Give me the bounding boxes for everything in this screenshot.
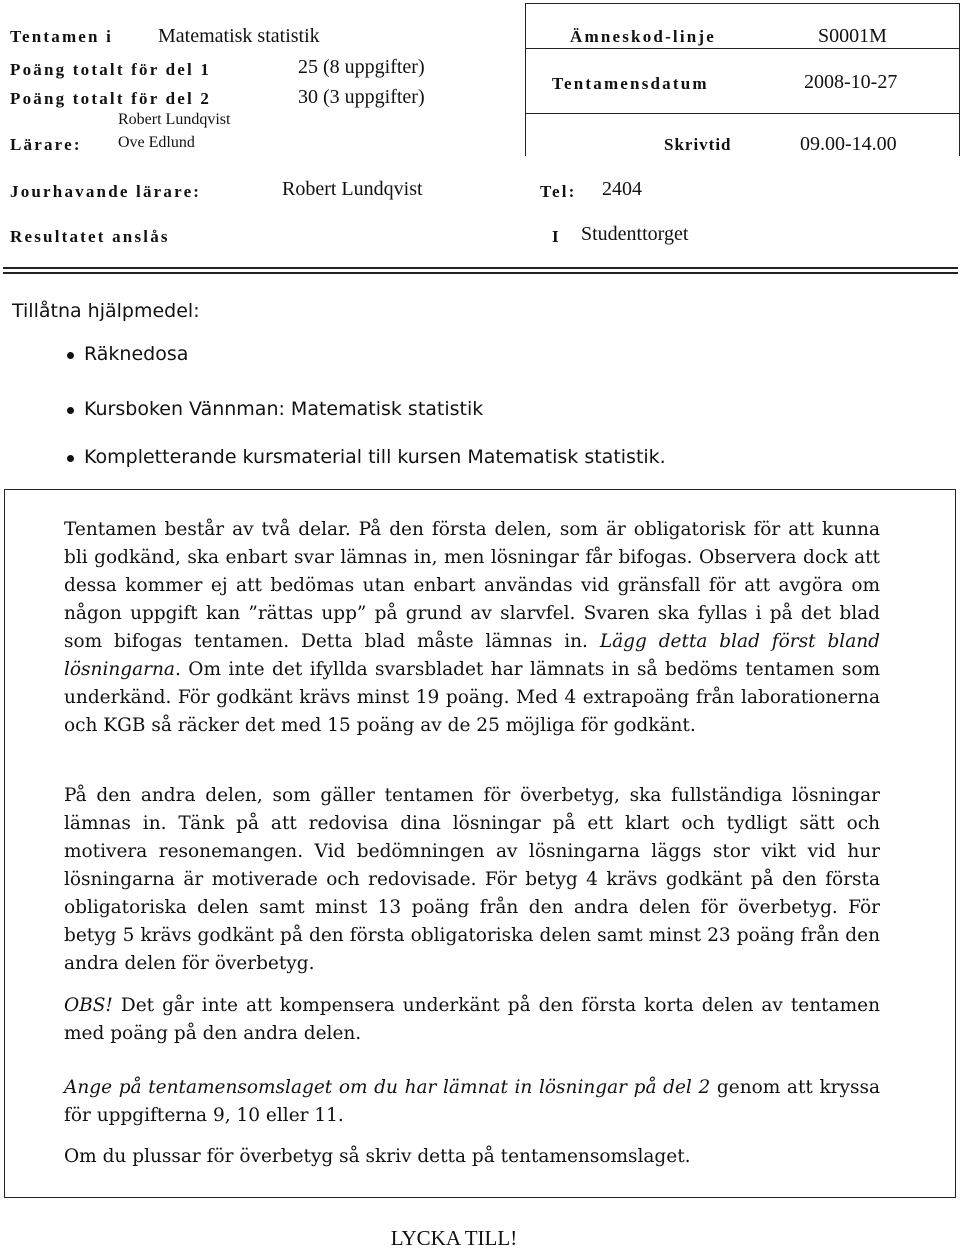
- instructions-paragraph-5: Om du plussar för överbetyg så skriv detta på tentamensomslaget.: [64, 1146, 691, 1167]
- closing-text: LYCKA TILL!: [390, 1226, 518, 1250]
- exam-date-value: 2008-10-27: [804, 71, 898, 93]
- exam-label: Tentamen i: [10, 27, 114, 46]
- teachers-label: Lärare:: [10, 135, 82, 154]
- bullet-icon: [67, 455, 74, 462]
- aids-item: Kompletterande kursmaterial till kursen Matematisk statistik.: [84, 446, 666, 468]
- bullet-icon: [67, 352, 74, 359]
- points-part1-value: 25 (8 uppgifter): [298, 56, 425, 78]
- instructions-paragraph-1: [64, 516, 880, 740]
- on-duty-value: Robert Lundqvist: [282, 178, 423, 200]
- results-prefix: I: [552, 227, 561, 246]
- results-value: Studenttorget: [581, 223, 689, 245]
- aids-heading: [12, 300, 200, 322]
- header-rule-top: [3, 267, 958, 269]
- header-divider-2: [525, 113, 960, 114]
- instructions-paragraph-2: På den andra delen, som gäller tentamen för överbetyg, ska fullständiga lösningar lämnas in. Tänk på att redovisa dina lösningar på ett klart och tydligt sätt och motivera resonemangen. Vid bedömningen av lösningarna läggs stor vikt vid hur lösningarna är motiverade och redovisade. För betyg 4 krävs godkänt på den första obligatoriska delen samt minst 13 poäng från den andra delen för överbetyg. För betyg 5 krävs godkänt på den första obligatoriska delen samt minst 23 poäng från den andra delen för överbetyg.: [64, 785, 880, 974]
- p4-text: genom att kryssa för uppgifterna 9, 10 eller 11.: [64, 1077, 880, 1126]
- instructions-paragraph-4: [64, 1074, 880, 1130]
- points-part2-value: 30 (3 uppgifter): [298, 86, 425, 108]
- p1-text-a: Tentamen består av två delar. På den första delen, som är obligatorisk för att kunna bli godkänd, ska enbart svar lämnas in, men lösningar får bifogas. Observera dock att dessa kommer ej att bedömas utan enbart användas vid gränsfall för att avgöra om någon uppgift kan ”rättas upp” på grund av slarvfel. Svaren ska fyllas i på det blad som bifogas tentamen. Detta blad måste lämnas in.: [64, 519, 880, 652]
- exam-date-label: Tentamensdatum: [552, 74, 709, 93]
- points-part1-label: Poäng totalt för del 1: [10, 60, 212, 79]
- p4-emphasis: Ange på tentamensomslaget om du har lämnat in lösningar på del 2: [64, 1077, 711, 1098]
- p3-text: Det går inte att kompensera underkänt på den första korta delen av tentamen med poäng på den andra delen.: [64, 995, 880, 1044]
- phone-value: 2404: [602, 178, 642, 200]
- p1-text-b: . Om inte det ifyllda svarsbladet har lämnats in så bedöms tentamen som underkänd. För godkänt krävs minst 19 poäng. Med 4 extrapoäng från laborationerna och KGB så räcker det med 15 poäng av de 25 möjliga för godkänt.: [64, 659, 880, 736]
- on-duty-label: Jourhavande lärare:: [10, 182, 202, 201]
- points-part2-label: Poäng totalt för del 2: [10, 89, 212, 108]
- header-rule-bottom: [3, 272, 958, 274]
- aids-item: Räknedosa: [84, 343, 189, 365]
- bullet-icon: [67, 407, 74, 414]
- teacher-2: Ove Edlund: [118, 134, 195, 151]
- phone-label: Tel:: [540, 182, 577, 201]
- header-divider-1: [525, 48, 960, 49]
- instructions-paragraph-3: [64, 992, 880, 1048]
- p3-emphasis: OBS!: [64, 995, 113, 1016]
- teacher-1: Robert Lundqvist: [118, 111, 231, 128]
- course-code-label: Ämneskod-linje: [570, 27, 717, 46]
- writing-time-label: Skrivtid: [664, 135, 732, 154]
- course-code-value: S0001M: [818, 25, 887, 47]
- aids-item: Kursboken Vännman: Matematisk statistik: [84, 398, 484, 420]
- writing-time-value: 09.00-14.00: [800, 133, 897, 155]
- aids-heading-colon: :: [193, 300, 200, 322]
- aids-heading-text: Tillåtna hjälpmedel: [12, 300, 194, 322]
- p1-emphasis: Lägg detta blad först bland lösningarna: [64, 631, 880, 680]
- exam-subject: Matematisk statistik: [158, 25, 320, 47]
- results-label: Resultatet anslås: [10, 227, 170, 246]
